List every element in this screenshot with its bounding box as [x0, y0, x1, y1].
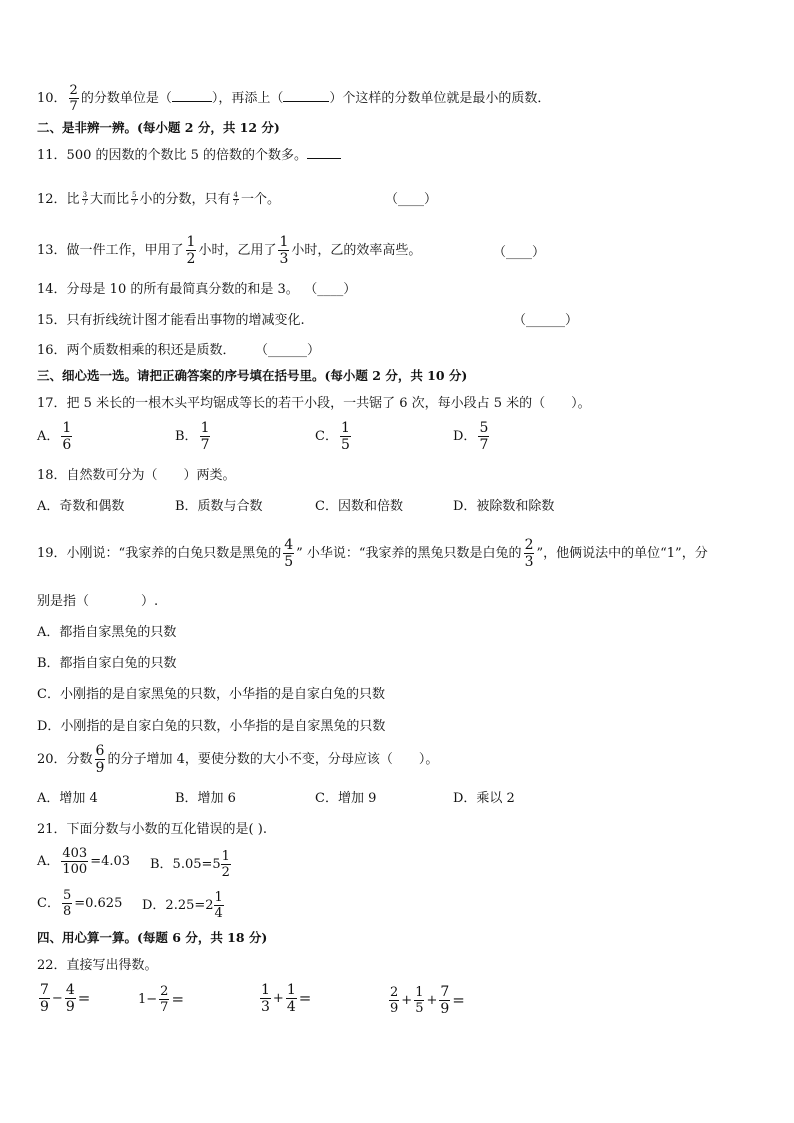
option-c[interactable]: C．小刚指的是自家黑兔的只数，小华指的是自家白兔的只数	[37, 687, 385, 702]
question-19: 19．小刚说：“我家养的白兔只数是黑兔的 $\frac{4}{5}$ ” 小华说：“我家养的黑兔只数是白兔的 $\frac{2}{3}$ ”，他俩说法中的单位“1”，分	[37, 537, 708, 570]
fraction: $\frac{1}{3}$	[279, 234, 289, 267]
question-14: 14．分母是 10 的所有最简真分数的和是 3。 （____）	[37, 282, 357, 297]
fraction: $\frac{5}{7}$	[479, 420, 489, 453]
answer-paren[interactable]: （______）	[261, 343, 321, 358]
fraction: $\frac{1}{7}$	[200, 420, 210, 453]
fraction: $\frac{2}{7}$	[69, 83, 78, 114]
section-4-heading: 四、用心算一算。(每题 6 分，共 18 分)	[37, 930, 268, 945]
option-a[interactable]: A．都指自家黑兔的只数	[37, 625, 177, 640]
option-c[interactable]: C．因数和倍数	[315, 499, 403, 514]
question-18: 18．自然数可分为（ ）两类。	[37, 468, 236, 483]
expression-4: $\frac{2}{9}$ + $\frac{1}{5}$ + $\frac{7}{9}$ =	[390, 984, 465, 1017]
expression-2: 1− $\frac{2}{7}$ =	[138, 984, 185, 1015]
expression-1: $\frac{7}{9}$ − $\frac{4}{9}$ =	[40, 982, 91, 1015]
fraction: $\frac{6}{9}$	[95, 743, 105, 776]
fraction: $\frac{4}{7}$	[233, 191, 238, 207]
option-b[interactable]: B．质数与合数	[175, 499, 263, 514]
fraction: $\frac{4}{5}$	[284, 537, 294, 570]
option-d[interactable]: D．2.25=2 $\frac{1}{4}$	[142, 890, 223, 921]
option-b[interactable]: B． $\frac{1}{7}$	[175, 420, 210, 453]
fraction: $\frac{1}{4}$	[214, 890, 223, 921]
answer-paren[interactable]: （____）	[493, 245, 546, 260]
question-10: 10． $\frac{2}{7}$ 的分数单位是（ ），再添上（ ）个这样的分数单位就是最小的质数．	[37, 83, 551, 114]
option-d[interactable]: D． $\frac{5}{7}$	[453, 420, 489, 453]
fraction: $\frac{5}{8}$	[62, 888, 72, 919]
option-c[interactable]: C． $\frac{1}{5}$	[315, 420, 350, 453]
fraction: $\frac{5}{7}$	[132, 191, 137, 207]
option-c[interactable]: C．增加 9	[315, 791, 377, 806]
question-22: 22．直接写出得数。	[37, 958, 158, 973]
question-11: 11．500 的因数的个数比 5 的倍数的个数多。	[37, 149, 341, 162]
fraction: $\frac{3}{7}$	[82, 191, 88, 207]
option-a[interactable]: A．奇数和偶数	[37, 499, 125, 514]
answer-blank[interactable]	[307, 157, 341, 159]
question-17: 17．把 5 米长的一根木头平均锯成等长的若干小段，一共锯了 6 次，每小段占 5 米的（ ）。	[37, 396, 591, 411]
option-b[interactable]: B．都指自家白兔的只数	[37, 656, 177, 671]
option-c[interactable]: C． $\frac{5}{8}$ =0.625	[37, 888, 123, 919]
option-b[interactable]: B．增加 6	[175, 791, 236, 806]
option-a[interactable]: A． $\frac{1}{6}$	[37, 420, 72, 453]
question-21: 21．下面分数与小数的互化错误的是( ).	[37, 822, 267, 837]
expression-3: $\frac{1}{3}$ + $\frac{1}{4}$ =	[261, 982, 312, 1015]
question-12: 12．比 $\frac{3}{7}$ 大而比 $\frac{5}{7}$ 小的分数，只有 $\frac{4}{7}$ 一个。	[37, 191, 281, 207]
answer-blank[interactable]	[283, 100, 329, 102]
section-3-heading: 三、细心选一选。请把正确答案的序号填在括号里。(每小题 2 分，共 10 分)	[37, 368, 468, 383]
question-15: 15．只有折线统计图才能看出事物的增减变化.	[37, 313, 305, 328]
answer-paren[interactable]: （____）	[310, 282, 357, 297]
answer-blank[interactable]	[172, 100, 212, 102]
option-a[interactable]: A．增加 4	[37, 791, 98, 806]
fraction: $\frac{1}{6}$	[62, 420, 72, 453]
option-b[interactable]: B．5.05=5 $\frac{1}{2}$	[150, 849, 230, 880]
section-2-heading: 二、是非辨一辨。(每小题 2 分，共 12 分)	[37, 120, 280, 135]
option-d[interactable]: D．被除数和除数	[453, 499, 555, 514]
answer-paren[interactable]: （______）	[513, 313, 579, 328]
question-13: 13．做一件工作，甲用了 $\frac{1}{2}$ 小时，乙用了 $\frac{1}{3}$ 小时，乙的效率高些。	[37, 234, 422, 267]
answer-paren[interactable]: （____）	[385, 192, 438, 207]
fraction: $\frac{2}{3}$	[524, 537, 534, 570]
option-d[interactable]: D．乘以 2	[453, 791, 515, 806]
option-a[interactable]: A． $\frac{403}{100}$ =4.03	[37, 846, 131, 877]
fraction: $\frac{403}{100}$	[62, 846, 88, 877]
question-20: 20．分数 $\frac{6}{9}$ 的分子增加 4，要使分数的大小不变，分母应该（ ）。	[37, 743, 439, 776]
question-16: 16．两个质数相乘的积还是质数． （______）	[37, 343, 321, 358]
question-number: 10．	[37, 91, 67, 106]
fraction: $\frac{1}{2}$	[221, 849, 230, 880]
question-19-continued: 别是指（ ）.	[37, 594, 159, 609]
option-d[interactable]: D．小刚指的是自家白兔的只数，小华指的是自家黑兔的只数	[37, 719, 386, 734]
fraction: $\frac{1}{5}$	[340, 420, 350, 453]
fraction: $\frac{1}{2}$	[186, 234, 196, 267]
